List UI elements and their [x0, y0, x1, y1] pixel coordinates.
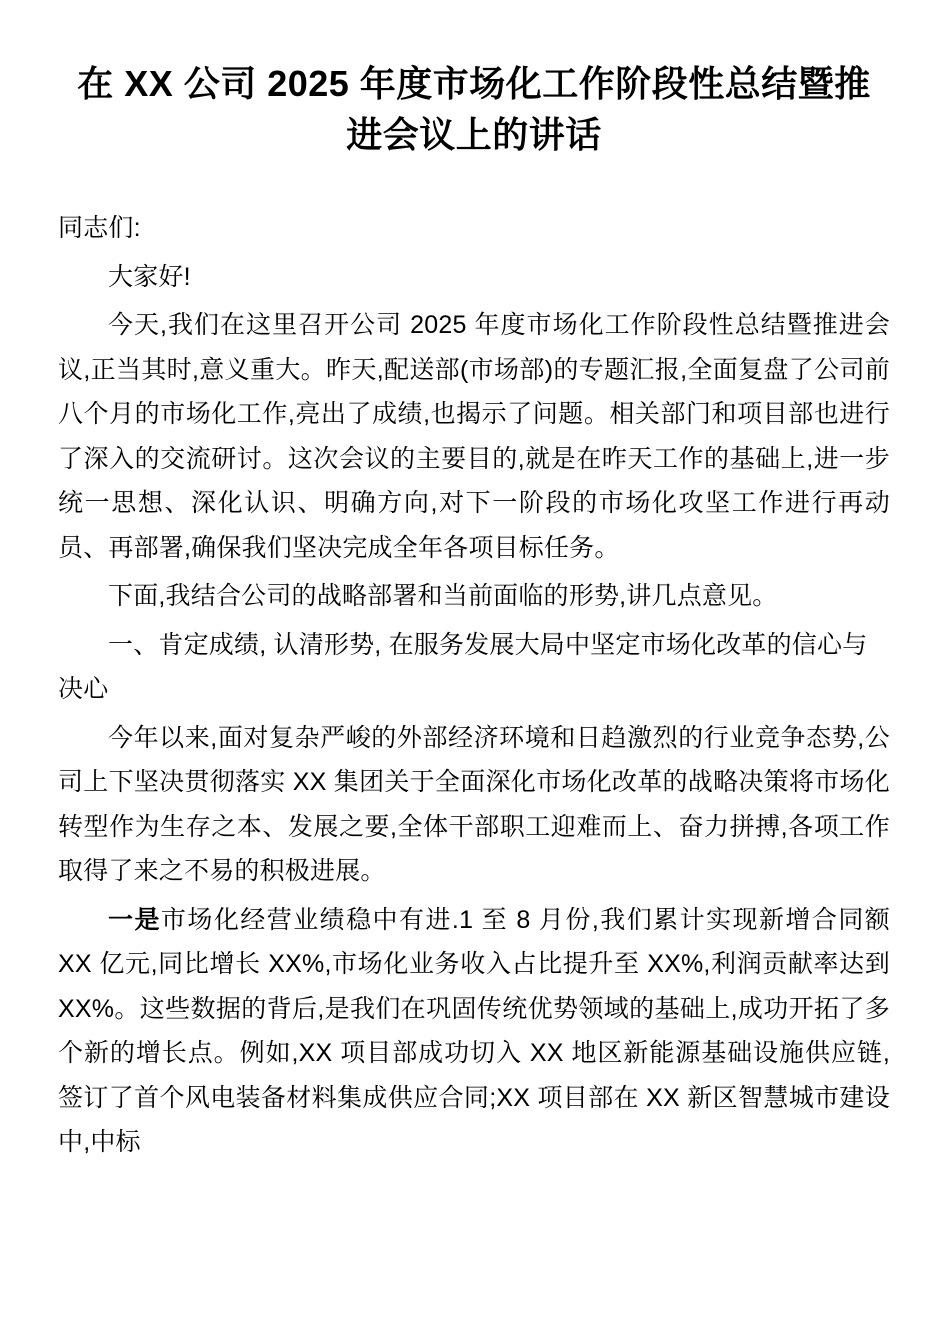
point-one-body: 市场化经营业绩稳中有进.1 至 8 月份,我们累计实现新增合同额 XX 亿元,同比增长 XX%,市场化业务收入占比提升至 XX%,利润贡献率达到 XX%。这些数据的背后,是我们在巩固传统优势领域的基础上,成功开拓了多个新的增长点。例如,XX 项目部成功切入 XX 地区新能源基础设施供应链,签订了首个风电装备材料集成供应合同;XX 项目部在 XX 新区智慧城市建设中,中标 — [58, 905, 890, 1157]
document-title: 在 XX 公司 2025 年度市场化工作阶段性总结暨推进会议上的讲话 — [77, 63, 871, 156]
salutation: 同志们: — [58, 214, 141, 243]
section-heading-one: 一、肯定成绩, 认清形势, 在服务发展大局中坚定市场化改革的信心与决心 — [58, 630, 868, 704]
paragraph-greeting: 大家好! — [108, 262, 191, 291]
paragraph-situation: 今年以来,面对复杂严峻的外部经济环境和日趋激烈的行业竞争态势,公司上下坚决贯彻落实 XX 集团关于全面深化市场化改革的战略决策将市场化转型作为生存之本、发展之要,全体干部职工迎难而上、奋力拼搏,各项工作取得了来之不易的积极进展。 — [58, 723, 890, 886]
paragraph-meeting-purpose: 今天,我们在这里召开公司 2025 年度市场化工作阶段性总结暨推进会议,正当其时,意义重大。昨天,配送部(市场部)的专题汇报,全面复盘了公司前八个月的市场化工作,亮出了成绩,也揭示了问题。相关部门和项目部也进行了深入的交流研讨。这次会议的主要目的,就是在昨天工作的基础上,进一步统一思想、深化认识、明确方向,对下一阶段的市场化攻坚工作进行再动员、再部署,确保我们坚决完成全年各项目标任务。 — [58, 311, 890, 562]
paragraph-transition: 下面,我结合公司的战略部署和当前面临的形势,讲几点意见。 — [108, 582, 778, 611]
paragraph-point-one — [58, 898, 890, 1165]
point-one-lead: 一是 — [108, 905, 161, 934]
